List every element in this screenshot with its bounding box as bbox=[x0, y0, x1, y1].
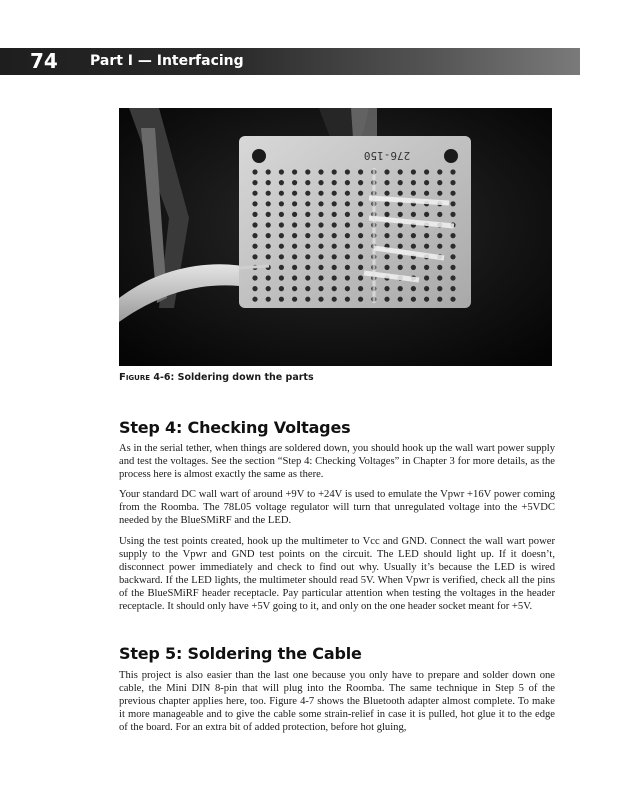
chapter-header-bar bbox=[0, 48, 580, 75]
paragraph: Using the test points created, hook up the multimeter to Vcc and GND. Connect the wall wart power supply to the Vpwr and GND test points on the circuit. The LED should light up. If it doesn’t, disconnect power immediately and check to find out why. Usually it’s because the LED is wired backward. If the LED lights, the multimeter should read 5V. When Vpwr is verified, check all the pins of the BlueSMiRF header receptacle. Pay particular attention when testing the voltages in the header receptacle. It should only have +5V going to it, and only on the one header socket meant for +5V. bbox=[119, 536, 555, 612]
figure-photo bbox=[119, 108, 552, 366]
section-heading: Step 5: Soldering the Cable bbox=[119, 644, 362, 663]
section-heading: Step 4: Checking Voltages bbox=[119, 418, 351, 437]
paragraph: This project is also easier than the last one because you only have to prepare and solder down one cable, the Mini DIN 8-pin that will plug into the Roomba. The same technique in Step 5 of the previous chapter applies here, too. Figure 4-7 shows the Bluetooth adapter almost complete. To make it more manageable and to give the cable some strain-relief in case it is pulled, hot glue it to the edge of the board. For an extra bit of added protection, before hot gluing, bbox=[119, 670, 555, 733]
paragraph: Your standard DC wall wart of around +9V to +24V is used to emulate the Vpwr +16V power coming from the Roomba. The 78L05 voltage regulator will turn that unregulated voltage into the +5VDC needed by the BlueSMiRF and the LED. bbox=[119, 489, 555, 526]
board-label: 276-150 bbox=[363, 149, 411, 162]
figure-caption bbox=[119, 372, 314, 383]
paragraph: As in the serial tether, when things are soldered down, you should hook up the wall wart power supply and test the voltages. See the section “Step 4: Checking Voltages” in Chapter 3 for more details, as the process here is almost exactly the same as there. bbox=[119, 443, 555, 480]
part-title: Part I — Interfacing bbox=[90, 53, 244, 69]
caption-text: 4-6: Soldering down the parts bbox=[150, 372, 314, 383]
caption-prefix: Figure bbox=[119, 372, 151, 383]
page-number: 74 bbox=[30, 49, 58, 73]
